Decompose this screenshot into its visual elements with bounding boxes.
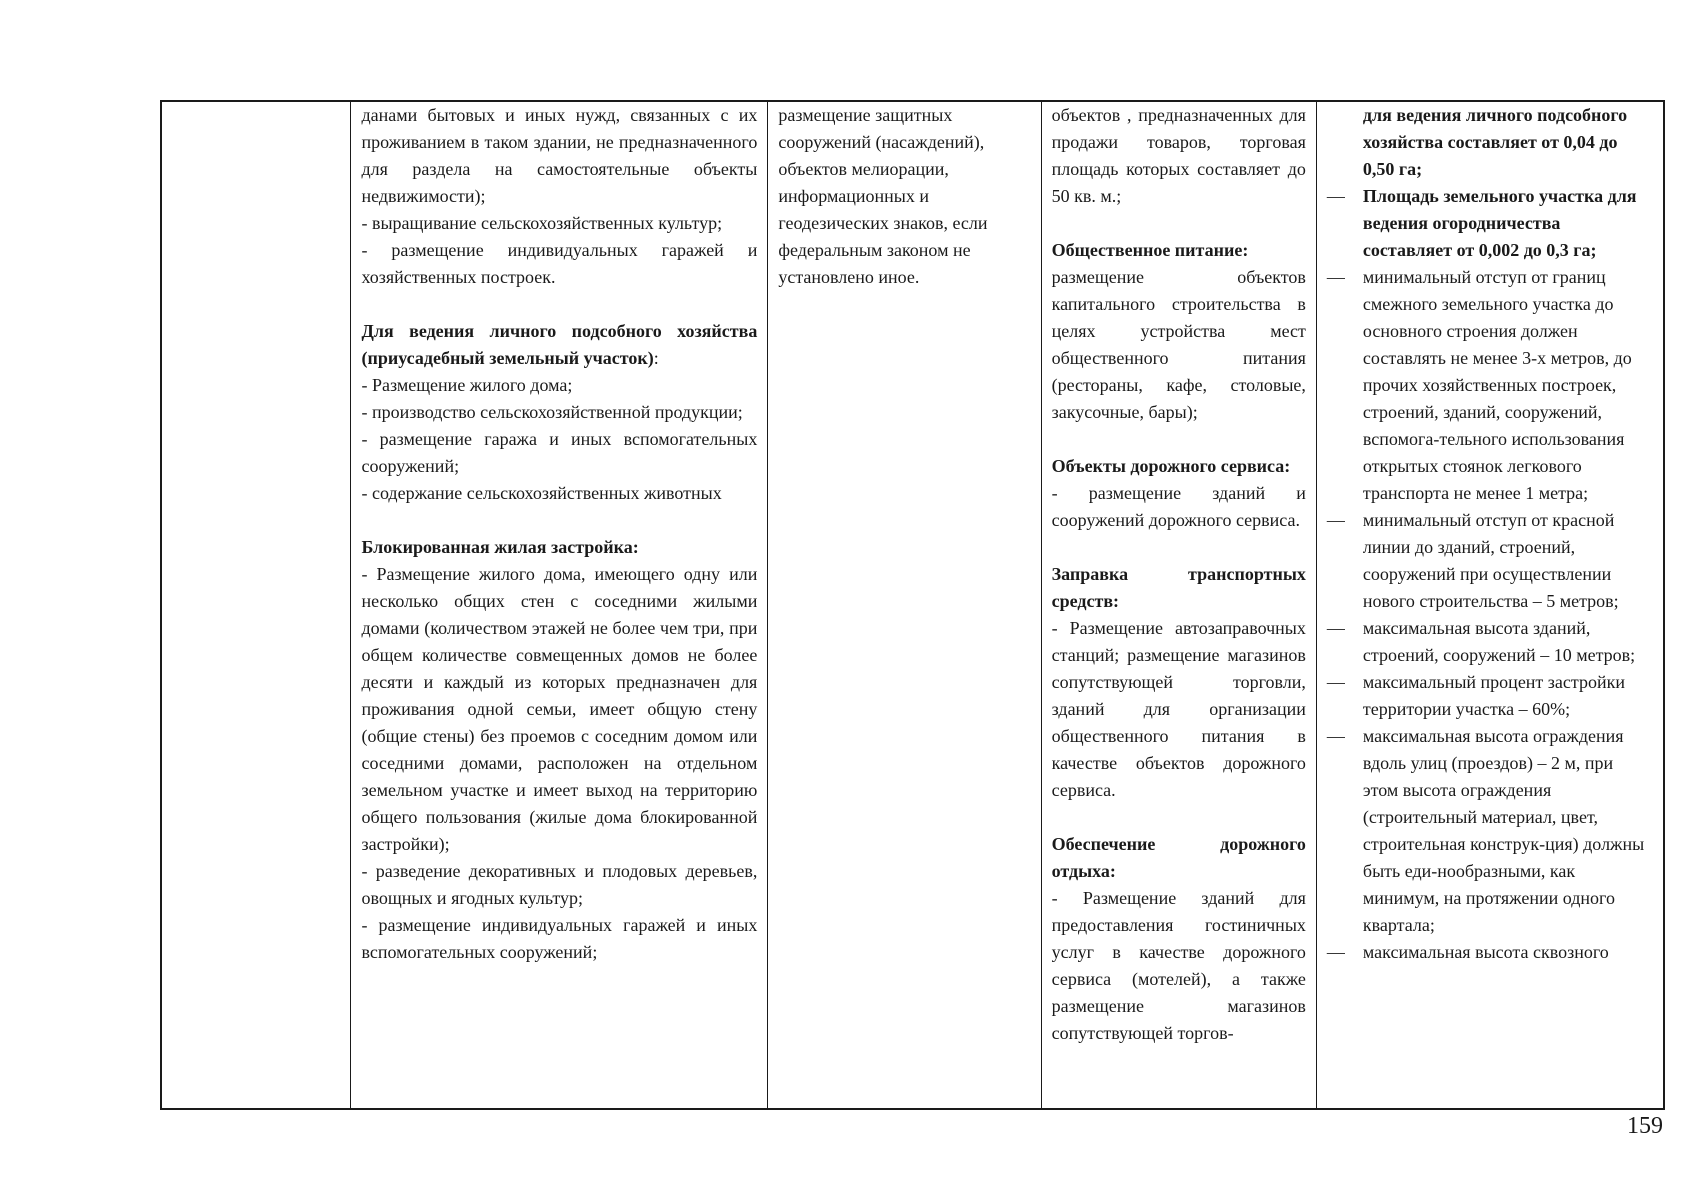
regulations-table	[160, 100, 1665, 1110]
table-column-auxiliary-uses	[768, 102, 1041, 1108]
list-item-text: максимальная высота ограждения вдоль улиц (проездов) – 2 м, при этом высота ограждения (строительный материал, цвет, строительная конструк-ция) должны быть еди-нообразными, как минимум, на протяжении одного квартала;	[1362, 726, 1645, 935]
paragraph: данами бытовых и иных нужд, связанных с их проживанием в таком здании, не предназначенного для раздела на самостоятельные объекты недвижимости);	[361, 105, 758, 206]
section-heading: Общественное питание:	[1051, 240, 1249, 260]
table-column-permitted-uses	[351, 102, 768, 1108]
section-heading: Объекты дорожного сервиса:	[1051, 456, 1291, 476]
list-item	[1327, 939, 1649, 966]
list-item	[1327, 669, 1649, 723]
list-item-text: максимальная высота зданий, строений, сооружений – 10 метров;	[1362, 618, 1636, 665]
paragraph: - Размещение жилого дома, имеющего одну или несколько общих стен с соседними жилыми домами (количеством этажей не более чем три, при общем количестве совмещенных домов не более десяти и каждый из которых предназначен для проживания одной семьи, имеет общую стену (общие стены) без проемов с соседним домом или соседними домами, расположен на отдельном земельном участке и имеет выход на территорию общего пользования (жилые дома блокированной застройки);	[361, 564, 758, 854]
table-column-zone	[162, 102, 351, 1108]
paragraph: - Размещение жилого дома;	[361, 375, 573, 395]
dash-marker: —	[1326, 618, 1345, 638]
list-item	[1327, 264, 1649, 507]
table-column-conditional-uses	[1042, 102, 1317, 1108]
paragraph: - содержание сельскохозяйственных животных	[361, 483, 722, 503]
paragraph: размещение защитных сооружений (насаждений), объектов мелиорации, информационных и геодезических знаков, если федеральным законом не установлено иное.	[778, 105, 988, 287]
dash-marker: —	[1326, 510, 1345, 530]
section-heading: Заправка транспортных средств:	[1051, 564, 1306, 611]
list-item-text: для ведения личного подсобного хозяйства составляет от 0,04 до 0,50 га;	[1362, 105, 1628, 179]
paragraph: - размещение индивидуальных гаражей и иных вспомогательных сооружений;	[361, 915, 758, 962]
paragraph: - выращивание сельскохозяйственных культур;	[361, 213, 723, 233]
section-heading: Обеспечение дорожного отдыха:	[1051, 834, 1306, 881]
dash-marker: —	[1326, 672, 1345, 692]
paragraph: объектов , предназначенных для продажи товаров, торговая площадь которых составляет до 50 кв. м.;	[1051, 105, 1306, 206]
list-item-text: максимальный процент застройки территории участка – 60%;	[1362, 672, 1625, 719]
list-item	[1327, 183, 1649, 264]
paragraph: - размещение гаража и иных вспомогательных сооружений;	[361, 429, 758, 476]
dash-marker: —	[1326, 186, 1345, 206]
heading-text: Для ведения личного подсобного хозяйства (приусадебный земельный участок)	[361, 321, 758, 368]
list-item-text: максимальная высота сквозного	[1362, 942, 1609, 962]
paragraph: - разведение декоративных и плодовых деревьев, овощных и ягодных культур;	[361, 861, 758, 908]
list-item	[1327, 102, 1649, 183]
paragraph: - размещение зданий и сооружений дорожного сервиса.	[1051, 483, 1306, 530]
page-number: 159	[1627, 1113, 1663, 1139]
list-item	[1327, 507, 1649, 615]
list-item	[1327, 723, 1649, 939]
dash-marker: —	[1326, 726, 1345, 746]
section-heading	[361, 318, 757, 372]
paragraph: размещение объектов капитального строительства в целях устройства мест общественного питания (рестораны, кафе, столовые, закусочные, бары);	[1051, 267, 1306, 422]
paragraph: - размещение индивидуальных гаражей и хозяйственных построек.	[361, 240, 758, 287]
section-heading: Блокированная жилая застройка:	[361, 537, 639, 557]
list-item-text: Площадь земельного участка для ведения огородничества составляет от 0,002 до 0,3 га;	[1362, 186, 1637, 260]
list-item-text: минимальный отступ от красной линии до зданий, строений, сооружений при осуществлении нового строительства – 5 метров;	[1362, 510, 1619, 611]
dash-marker: —	[1326, 267, 1345, 287]
dash-marker	[1327, 102, 1363, 183]
paragraph: - Размещение зданий для предоставления гостиничных услуг в качестве дорожного сервиса (мотелей), а также размещение магазинов сопутствующей торгов-	[1051, 888, 1306, 1043]
table-column-parameters	[1317, 102, 1663, 1108]
heading-suffix: :	[653, 348, 659, 368]
paragraph: - Размещение автозаправочных станций; размещение магазинов сопутствующей торговли, зданий для организации общественного питания в качестве объектов дорожного сервиса.	[1051, 618, 1306, 800]
dash-marker: —	[1326, 942, 1345, 962]
list-item	[1327, 615, 1649, 669]
list-item-text: минимальный отступ от границ смежного земельного участка до основного строения должен составлять не менее 3-х метров, до прочих хозяйственных построек, строений, зданий, сооружений, вспомога-тельного использования открытых стоянок легкового транспорта не менее 1 метра;	[1362, 267, 1632, 503]
paragraph: - производство сельскохозяйственной продукции;	[361, 402, 743, 422]
